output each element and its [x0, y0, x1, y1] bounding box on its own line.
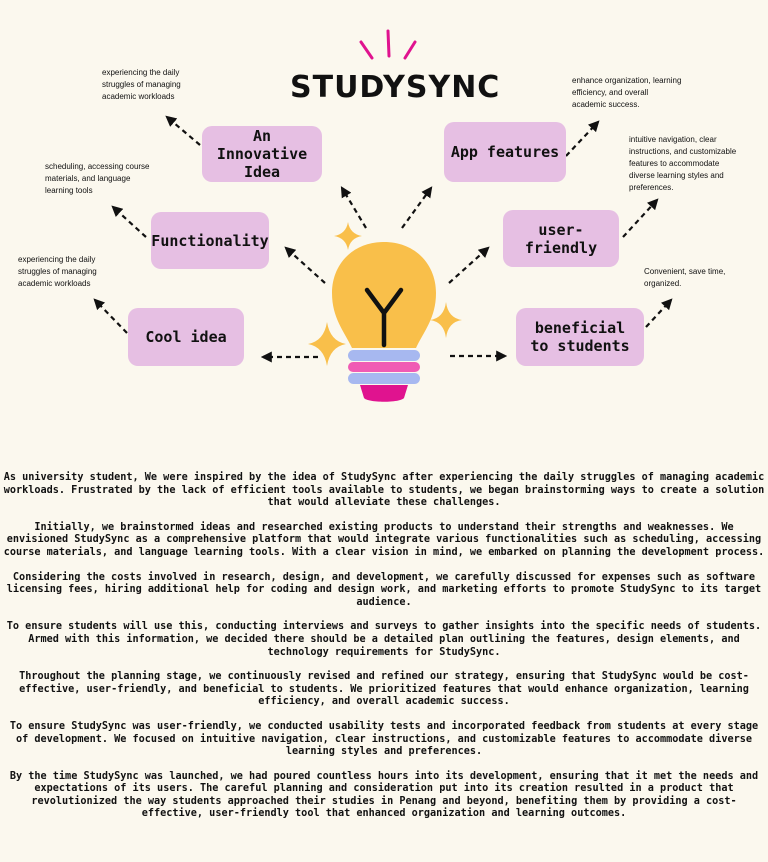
arrow-to-cool-note — [95, 300, 127, 333]
arrow-to-beneficial-note — [646, 300, 671, 327]
note-app-features: enhance organization, learning efficiency, and overall academic success. — [572, 76, 682, 109]
arrow-to-innovative-note — [167, 117, 200, 145]
paragraph: Considering the costs involved in research, design, and development, we carefully discussed for expenses such as software licensing fees, hiring additional help for coding and design work, and marketing efforts to promote StudySync to its target audience. — [6, 571, 762, 608]
note-beneficial: Convenient, save time, organized. — [644, 267, 726, 288]
paragraph: By the time StudySync was launched, we had poured countless hours into its development, ensuring that it met the needs and expectations of its users. The careful planning and consideration put into its creation resulted in a product that revolutionized the way students approached their studies in Penang and beyond, benefiting them by providing a cost-effective, user-friendly tool that enhanced organization and learning outcomes. — [9, 770, 759, 820]
note-functionality: scheduling, accessing course materials, and language learning tools — [45, 162, 150, 195]
box-cool-idea: Cool idea — [128, 308, 244, 366]
paragraph: Throughout the planning stage, we continuously revised and refined our strategy, ensuring that StudySync would be cost-effective, user-friendly, and beneficial to students. We prioritized features that would enhance organization, learning efficiency, and overall academic success. — [19, 671, 749, 708]
arrow-to-user-friendly-note — [623, 200, 657, 237]
arrow-bulb-to-user-friendly — [449, 248, 488, 283]
note-innovative: experiencing the daily struggles of managing academic workloads — [102, 68, 181, 101]
arrow-bulb-to-app-features — [402, 188, 431, 228]
sparkle-icon — [308, 322, 346, 366]
sparkle-icon — [334, 222, 362, 250]
title-rays — [361, 31, 415, 58]
arrow-bulb-to-functionality — [286, 248, 325, 283]
paragraph: As university student, We were inspired by the idea of StudySync after experiencing the daily struggles of managing academic workloads. Frustrated by the lack of efficient tools available to students, we began brainstorming ways to create a solution that would alleviate these challenges. — [3, 472, 765, 509]
box-app-features: App features — [444, 122, 566, 182]
box-user-friendly: user-friendly — [503, 210, 619, 267]
box-beneficial: beneficial to students — [516, 308, 644, 366]
app-title: STUDYSYNC — [290, 70, 501, 105]
box-functionality: Functionality — [151, 212, 269, 269]
note-cool: experiencing the daily struggles of managing academic workloads — [18, 255, 97, 288]
arrow-to-functionality-note — [113, 207, 146, 237]
lightbulb-icon — [332, 242, 436, 402]
note-user-friendly: intuitive navigation, clear instructions, and customizable features to accommodate diverse learning styles and preferences. — [629, 135, 737, 192]
paragraph: To ensure students will use this, conducting interviews and surveys to gather insights into the specific needs of students. Armed with this information, we decided there should be a detailed plan outlining the features, design elements, and technology requirements for StudySync. — [6, 621, 762, 658]
sparkle-icon — [430, 302, 462, 338]
mind-map-diagram — [0, 0, 768, 420]
paragraph: To ensure StudySync was user-friendly, we conducted usability tests and incorporated feedback from students at every stage of development. We focused on intuitive navigation, clear instructions, and customizable features to accommodate diverse learning styles and preferences. — [9, 720, 759, 758]
arrow-bulb-to-innovative — [342, 188, 366, 228]
paragraph: Initially, we brainstormed ideas and researched existing products to understand their strengths and weaknesses. We envisioned StudySync as a comprehensive platform that would integrate various functionalities such as scheduling, accessing course materials, and language learning tools. With a clear vision in mind, we embarked on planning the development process. — [3, 521, 765, 558]
box-innovative-idea: An Innovative Idea — [202, 126, 322, 182]
story-text — [0, 472, 768, 833]
arrow-to-app-features-note — [566, 122, 598, 156]
diagram-graphics — [0, 0, 768, 420]
